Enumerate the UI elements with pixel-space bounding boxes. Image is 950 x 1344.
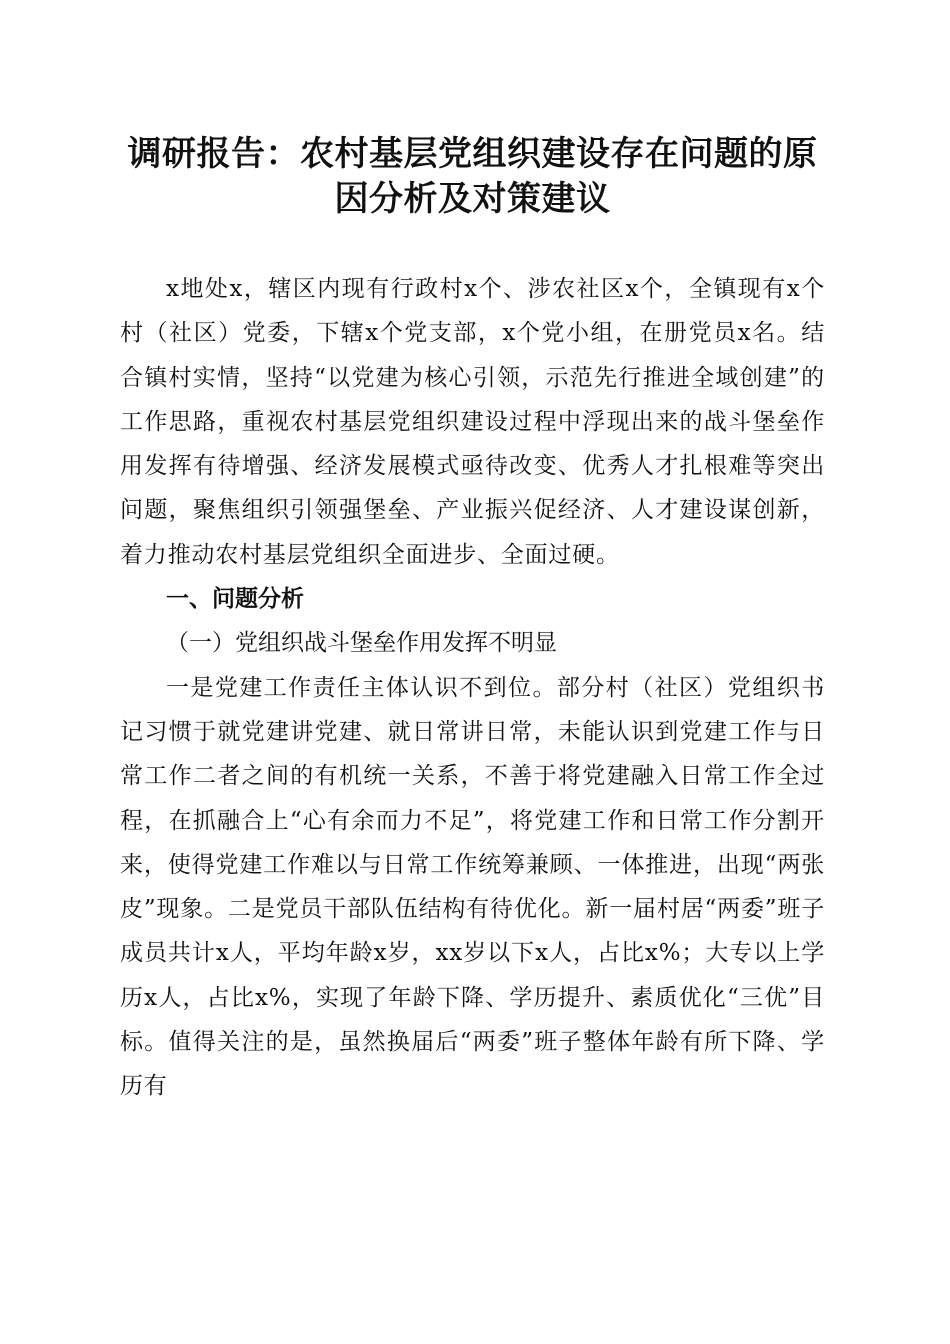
intro-paragraph: x地处x，辖区内现有行政村x个、涉农社区x个，全镇现有x个村（社区）党委，下辖x个党支部，x个党小组，在册党员x名。结合镇村实情，坚持“以党建为核心引领，示范先行推进全域创建”的工作思路，重视农村基层党组织建设过程中浮现出来的战斗堡垒作用发挥有待增强、经济发展模式亟待改变、优秀人才扎根难等突出问题，聚焦组织引领强堡垒、产业振兴促经济、人才建设谋创新，着力推动农村基层党组织全面进步、全面过硬。 xyxy=(120,276,825,568)
paragraph-lead-1: 一是党建工作责任主体认识不到位。 xyxy=(166,674,557,701)
document-body xyxy=(120,267,825,1109)
body-paragraph-1 xyxy=(120,666,825,1109)
document-page xyxy=(120,132,825,1109)
paragraph-lead-2: 二是党员干部队伍结构有待优化。 xyxy=(227,896,586,923)
subsection-heading-1: （一）党组织战斗堡垒作用发挥不明显 xyxy=(166,630,557,657)
paragraph-text-2: 新一届村居“两委”班子成员共计x人，平均年龄x岁，xx岁以下x人，占比x%；大专以上学历x人，占比x%，实现了年龄下降、学历提升、素质优化“三优”目标。值得关注的是，虽然换届后“两委”班子整体年龄有所下降、学历有 xyxy=(120,896,825,1100)
paragraph-text-1: 部分村（社区）党组织书记习惯于就党建讲党建、就日常讲日常，未能认识到党建工作与日常工作二者之间的有机统一关系，不善于将党建融入日常工作全过程，在抓融合上“心有余而力不足”，将党建工作和日常工作分割开来，使得党建工作难以与日常工作统筹兼顾、一体推进，出现“两张皮”现象。 xyxy=(120,674,825,923)
document-title: 调研报告：农村基层党组织建设存在问题的原因分析及对策建议 xyxy=(127,134,818,219)
section-heading-problem-analysis: 一、问题分析 xyxy=(166,586,304,613)
